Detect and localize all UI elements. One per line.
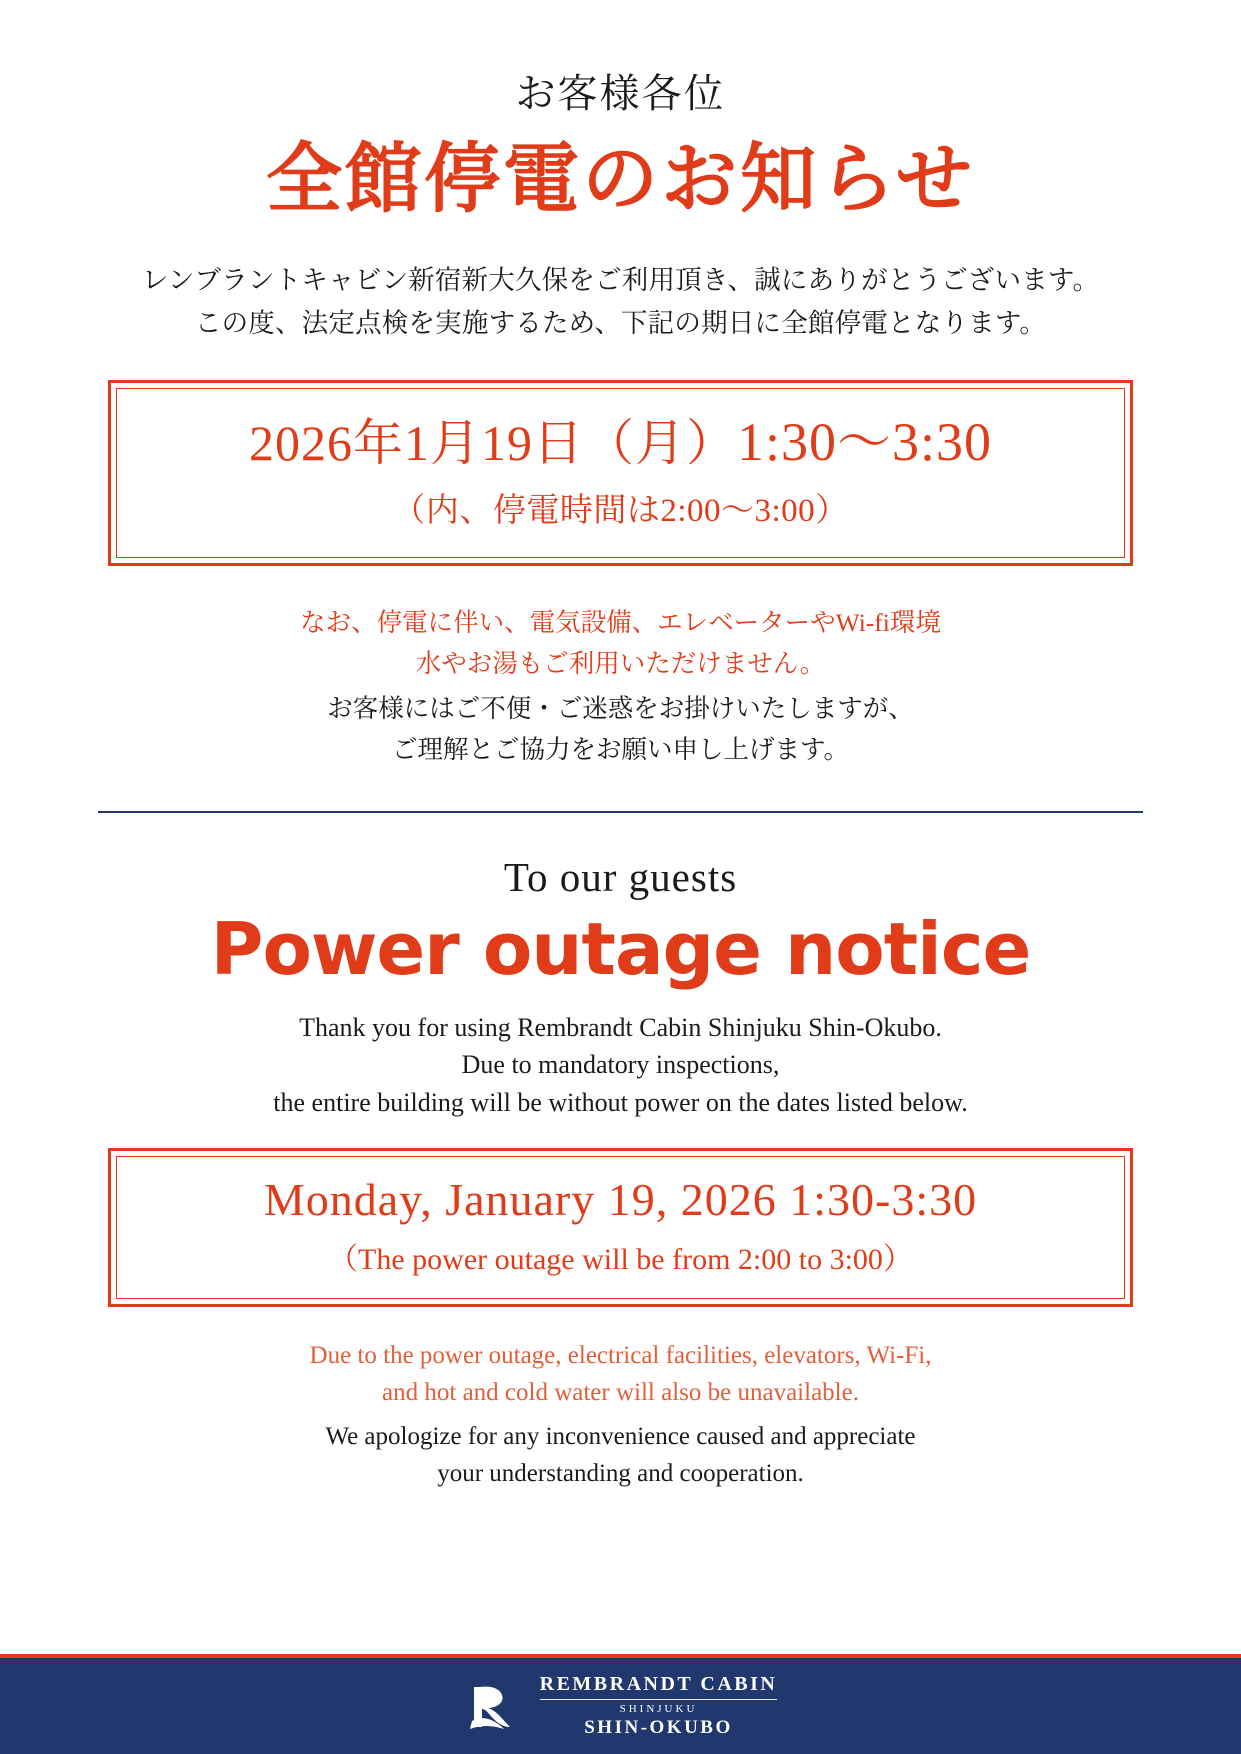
jp-lead-line-2: この度、法定点検を実施するため、下記の期日に全館停電となります。 <box>194 307 1047 338</box>
jp-lead-line-1: レンブラントキャビン新宿新大久保をご利用頂き、誠にありがとうございます。 <box>141 264 1100 295</box>
jp-title: 全館停電のお知らせ <box>266 134 975 223</box>
jp-note-red-line-2: 水やお湯もご利用いただけません。 <box>415 648 826 678</box>
jp-date-sub: （内、停電時間は2:00〜3:00） <box>392 492 849 529</box>
jp-date-time: 1:30〜3:30 <box>736 412 992 473</box>
en-lead-line-2: Due to mandatory inspections, <box>461 1050 780 1080</box>
footer-bar <box>0 1654 1241 1754</box>
en-title: Power outage notice <box>210 906 1031 991</box>
jp-date-line <box>127 411 1114 473</box>
footer-brand-text <box>540 1673 778 1738</box>
en-date-sub: （The power outage will be from 2:00 to 3:00） <box>328 1242 913 1276</box>
jp-date-box <box>108 380 1133 565</box>
en-lead-line-1: Thank you for using Rembrandt Cabin Shinjuku Shin-Okubo. <box>299 1012 942 1042</box>
jp-date-prefix: 2026年1月19日（月） <box>248 415 737 472</box>
jp-date-box-inner <box>116 388 1125 557</box>
en-note-red-line-1: Due to the power outage, electrical facilities, elevators, Wi-Fi, <box>309 1341 932 1369</box>
en-date-box <box>108 1148 1133 1307</box>
en-note-black-line-2: your understanding and cooperation. <box>437 1460 804 1488</box>
footer-brand-line-1: REMBRANDT CABIN <box>539 1673 778 1696</box>
footer-brand-line-2: SHINJUKU <box>619 1703 698 1716</box>
jp-note-black-line-1: お客様にはご不便・ご迷惑をお掛けいたしますが、 <box>327 694 914 724</box>
english-section <box>60 853 1181 1493</box>
footer-brand-line-3: SHIN-OKUBO <box>584 1716 733 1738</box>
en-lead <box>60 1009 1181 1122</box>
jp-note-red <box>60 602 1181 685</box>
en-lead-line-3: the entire building will be without power on the dates listed below. <box>273 1088 968 1118</box>
en-note-black-line-1: We apologize for any inconvenience caused and appreciate <box>325 1422 916 1450</box>
en-note-red-line-2: and hot and cold water will also be unavailable. <box>382 1379 859 1407</box>
jp-salutation: お客様各位 <box>515 71 726 116</box>
japanese-section <box>60 62 1181 771</box>
en-note-red <box>60 1337 1181 1412</box>
en-salutation: To our guests <box>503 853 738 900</box>
jp-note-red-line-1: なお、停電に伴い、電気設備、エレベーターやWi-fi環境 <box>300 607 941 637</box>
rembrandt-r-logo-icon <box>464 1675 526 1737</box>
en-date-box-inner <box>116 1156 1125 1299</box>
jp-lead <box>60 259 1181 345</box>
footer-logo-group <box>464 1673 778 1738</box>
en-note-black <box>60 1418 1181 1493</box>
en-date-line: Monday, January 19, 2026 1:30-3:30 <box>263 1173 978 1225</box>
section-divider <box>98 811 1143 813</box>
jp-note-black-line-2: ご理解とご協力をお願い申し上げます。 <box>392 735 849 765</box>
footer-brand-rule <box>540 1699 778 1700</box>
jp-note-black <box>60 688 1181 771</box>
